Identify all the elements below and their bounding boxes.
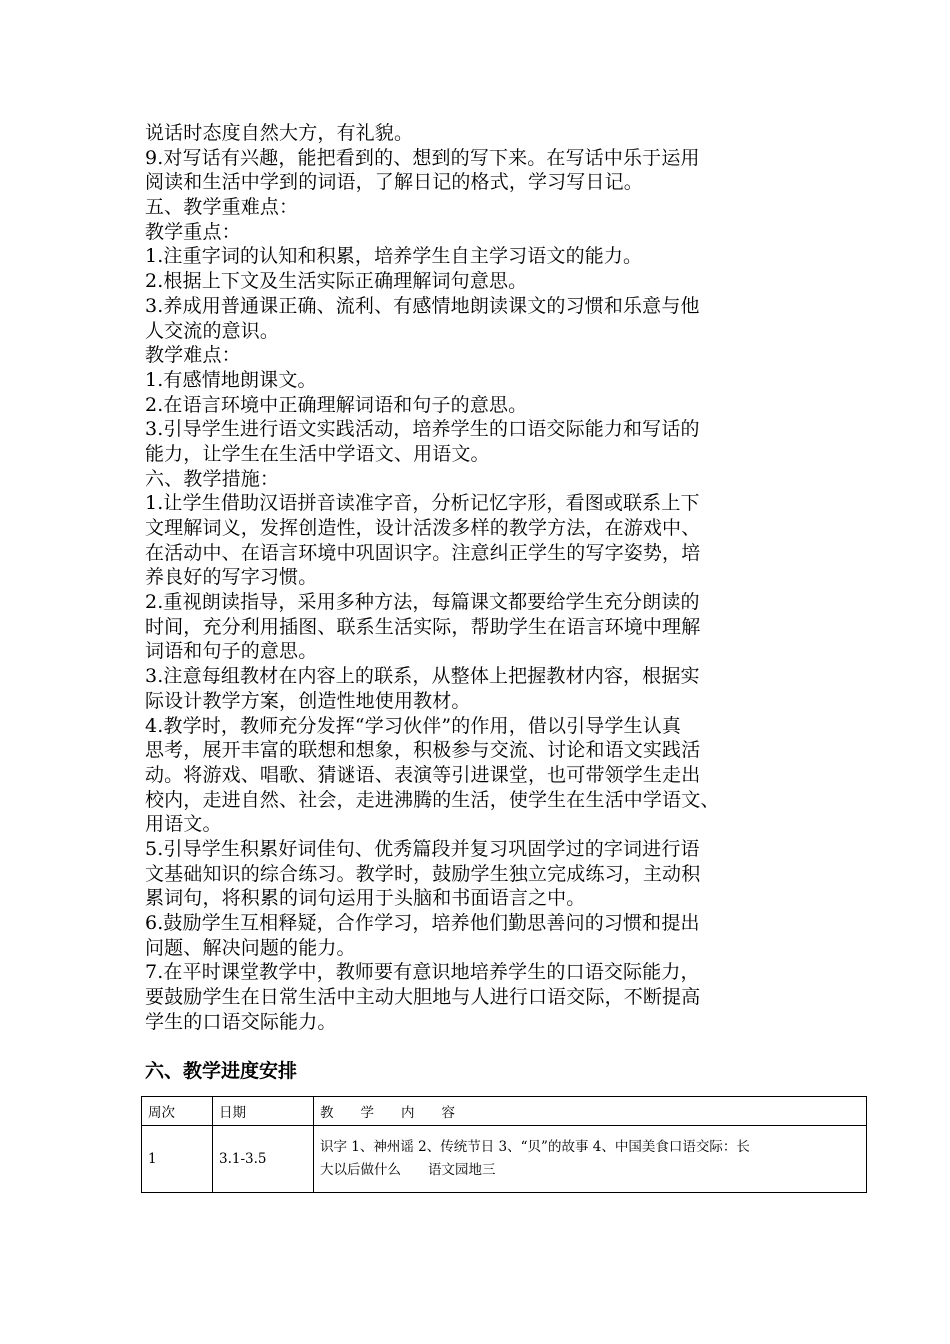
paragraph-line: 3.养成用普通课正确、流利、有感情地朗读课文的习惯和乐意与他 xyxy=(145,294,700,317)
document-body xyxy=(145,121,835,1034)
paragraph-line: 1.让学生借助汉语拼音读准字音，分析记忆字形，看图或联系上下 xyxy=(145,492,700,515)
paragraph-line: 6.鼓励学生互相释疑，合作学习，培养他们勤思善问的习惯和提出 xyxy=(145,912,700,934)
section-title-line: 六、教学措施： xyxy=(145,467,280,490)
paragraph-line: 2.重视朗读指导，采用多种方法，每篇课文都要给学生充分朗读的 xyxy=(145,591,700,614)
paragraph-line: 文理解词义，发挥创造性，设计活泼多样的教学方法，在游戏中、 xyxy=(145,517,701,539)
paragraph-line: 说话时态度自然大方，有礼貌。 xyxy=(145,122,414,144)
paragraph-line: 2.在语言环境中正确理解词语和句子的意思。 xyxy=(145,393,528,416)
paragraph-line: 人交流的意识。 xyxy=(145,319,280,342)
paragraph-line: 4.教学时，教师充分发挥“学习伙伴”的作用，借以引导学生认真 xyxy=(145,714,682,737)
schedule-heading: 六、教学进度安排 xyxy=(145,1060,298,1082)
paragraph-line: 时间，充分利用插图、联系生活实际，帮助学生在语言环境中理解 xyxy=(145,615,701,638)
paragraph-line: 词语和句子的意思。 xyxy=(145,640,318,663)
cell-content-line: 识字 1、神州谣 2、传统节日 3、“贝”的故事 4、中国美食口语交际：长 xyxy=(320,1139,750,1155)
paragraph-line: 5.引导学生积累好词佳句、优秀篇段并复习巩固学过的字词进行语 xyxy=(145,837,700,860)
paragraph-line: 用语文。 xyxy=(145,813,222,836)
paragraph-line: 2.根据上下文及生活实际正确理解词句意思。 xyxy=(145,270,528,293)
table-header-row xyxy=(142,1097,867,1126)
schedule-table xyxy=(141,1096,867,1193)
paragraph-line: 3.引导学生进行语文实践活动，培养学生的口语交际能力和写话的 xyxy=(145,418,700,441)
paragraph-line: 1.注重字词的认知和积累，培养学生自主学习语文的能力。 xyxy=(145,245,643,268)
paragraph-line: 9.对写话有兴趣，能把看到的、想到的写下来。在写话中乐于运用 xyxy=(145,146,700,169)
paragraph-line: 要鼓励学生在日常生活中主动大胆地与人进行口语交际，不断提高 xyxy=(145,986,701,1009)
paragraph-line: 际设计教学方案，创造性地使用教材。 xyxy=(145,689,471,712)
paragraph-line: 动。将游戏、唱歌、猜谜语、表演等引进课堂，也可带领学生走出 xyxy=(145,763,701,786)
paragraph-line: 1.有感情地朗课文。 xyxy=(145,368,317,391)
paragraph-line: 7.在平时课堂教学中，教师要有意识地培养学生的口语交际能力， xyxy=(145,961,700,984)
table-row xyxy=(142,1126,867,1193)
header-week: 周次 xyxy=(142,1097,213,1126)
header-content: 教 学 内 容 xyxy=(314,1097,867,1126)
paragraph-line: 养良好的写字习惯。 xyxy=(145,566,318,589)
paragraph-line: 能力，让学生在生活中学语文、用语文。 xyxy=(145,442,490,465)
cell-date: 3.1-3.5 xyxy=(213,1126,314,1193)
header-date: 日期 xyxy=(213,1097,314,1126)
paragraph-line: 在活动中、在语言环境中巩固识字。注意纠正学生的写字姿势，培 xyxy=(145,541,701,564)
paragraph-line: 3.注意每组教材在内容上的联系，从整体上把握教材内容，根据实 xyxy=(145,665,700,688)
cell-content xyxy=(314,1126,867,1193)
paragraph-line: 累词句，将积累的词句运用于头脑和书面语言之中。 xyxy=(145,887,586,910)
section-title-line: 五、教学重难点： xyxy=(145,196,299,219)
paragraph-line: 学生的口语交际能力。 xyxy=(145,1010,337,1033)
subsection-title-line: 教学重点： xyxy=(145,220,241,243)
paragraph-line: 阅读和生活中学到的词语，了解日记的格式，学习写日记。 xyxy=(145,171,643,194)
paragraph-line: 文基础知识的综合练习。教学时，鼓励学生独立完成练习，主动积 xyxy=(145,862,701,885)
paragraph-line: 思考，展开丰富的联想和想象，积极参与交流、讨论和语文实践活 xyxy=(145,739,701,762)
subsection-title-line: 教学难点： xyxy=(145,344,241,367)
paragraph-line: 校内，走进自然、社会，走进沸腾的生活，使学生在生活中学语文、 xyxy=(145,788,720,811)
cell-content-line: 大以后做什么 语文园地三 xyxy=(320,1162,496,1178)
paragraph-line: 问题、解决问题的能力。 xyxy=(145,936,356,959)
cell-week: 1 xyxy=(142,1126,213,1193)
